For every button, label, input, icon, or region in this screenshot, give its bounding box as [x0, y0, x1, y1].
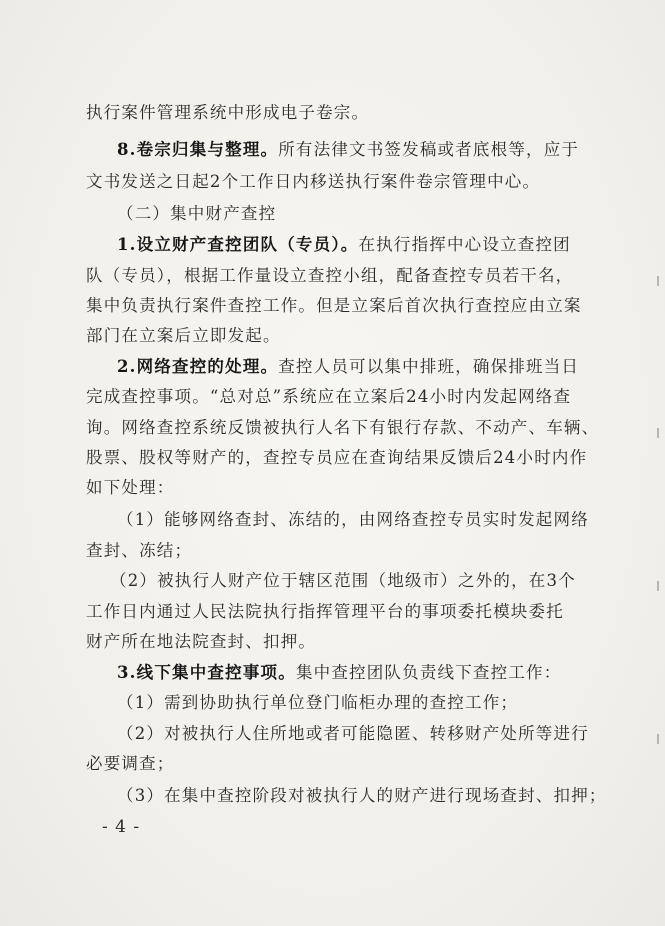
line-text: 文书发送之日起2个工作日内移送执行案件卷宗管理中心。	[86, 172, 541, 191]
line-text: 集中负责执行案件查控工作。但是立案后首次执行查控应由立案	[86, 296, 582, 315]
scan-margin-mark	[657, 581, 659, 591]
line-text: （2）被执行人财产位于辖区范围（地级市）之外的，在3个	[110, 571, 576, 590]
paragraph-line-5	[117, 235, 571, 255]
paragraph-line-21	[117, 724, 589, 744]
paragraph-line-15	[86, 541, 192, 561]
line-text: （3）在集中查控阶段对被执行人的财产进行现场查封、扣押；	[117, 786, 607, 805]
paragraph-line-8	[86, 326, 281, 346]
paragraph-line-20	[117, 693, 518, 713]
paragraph-line-7	[86, 296, 582, 316]
paragraph-line-19	[117, 663, 561, 683]
paragraph-line-2	[117, 140, 579, 160]
line-text: 询。网络查控系统反馈被执行人名下有银行存款、不动产、车辆、	[86, 418, 600, 437]
scan-margin-mark	[657, 428, 659, 438]
line-text: 查控人员可以集中排班，确保排班当日	[278, 357, 580, 376]
section-title-2	[117, 204, 276, 224]
scan-margin-mark	[657, 734, 659, 744]
line-text: 股票、股权等财产的，查控专员应在查询结果反馈后24小时内作	[86, 448, 588, 467]
line-text: 在执行指挥中心设立查控团	[358, 235, 571, 254]
page-number: - 4 -	[102, 817, 141, 837]
line-text: 工作日内通过人民法院执行指挥管理平台的事项委托模块委托	[86, 602, 564, 621]
line-text: 队（专员），根据工作量设立查控小组，配备查控专员若干名，	[86, 266, 574, 285]
paragraph-line-17	[86, 602, 564, 622]
paragraph-line-12	[86, 448, 587, 468]
line-text: 财产所在地法院查封、扣押。	[86, 632, 317, 651]
paragraph-line-16	[110, 571, 576, 591]
section-heading-8: 8.卷宗归集与整理。	[117, 140, 279, 159]
paragraph-line-14	[117, 510, 589, 530]
line-text: 查封、冻结；	[86, 541, 193, 560]
paragraph-line-23	[117, 786, 607, 806]
paragraph-line-1	[86, 103, 369, 123]
line-text: 部门在立案后立即发起。	[86, 326, 281, 345]
paragraph-line-13	[86, 478, 175, 498]
section-heading-2: 2.网络查控的处理。	[117, 357, 279, 376]
line-text: （二）集中财产查控	[117, 204, 277, 223]
line-text: 如下处理：	[86, 478, 175, 497]
paragraph-line-6	[86, 266, 573, 286]
line-text: 集中查控团队负责线下查控工作：	[295, 663, 562, 682]
line-text: （1）能够网络查封、冻结的，由网络查控专员实时发起网络	[117, 510, 589, 529]
paragraph-line-18	[86, 632, 316, 652]
line-text: 必要调查；	[86, 754, 175, 773]
paragraph-line-10	[86, 387, 571, 407]
paragraph-line-3	[86, 172, 540, 192]
line-text: （1）需到协助执行单位登门临柜办理的查控工作；	[117, 693, 519, 712]
line-text: 执行案件管理系统中形成电子卷宗。	[86, 103, 370, 122]
line-text: 完成查控事项。“总对总”系统应在立案后24小时内发起网络查	[86, 387, 572, 406]
line-text: （2）对被执行人住所地或者可能隐匿、转移财产处所等进行	[117, 724, 589, 743]
section-heading-3: 3.线下集中查控事项。	[117, 663, 296, 682]
paragraph-line-9	[117, 357, 579, 377]
paragraph-line-22	[86, 754, 175, 774]
scan-margin-mark	[657, 276, 659, 286]
line-text: 所有法律文书签发稿或者底根等，应于	[278, 140, 580, 159]
section-heading-1: 1.设立财产查控团队（专员）。	[117, 235, 359, 254]
paragraph-line-11	[86, 418, 599, 438]
